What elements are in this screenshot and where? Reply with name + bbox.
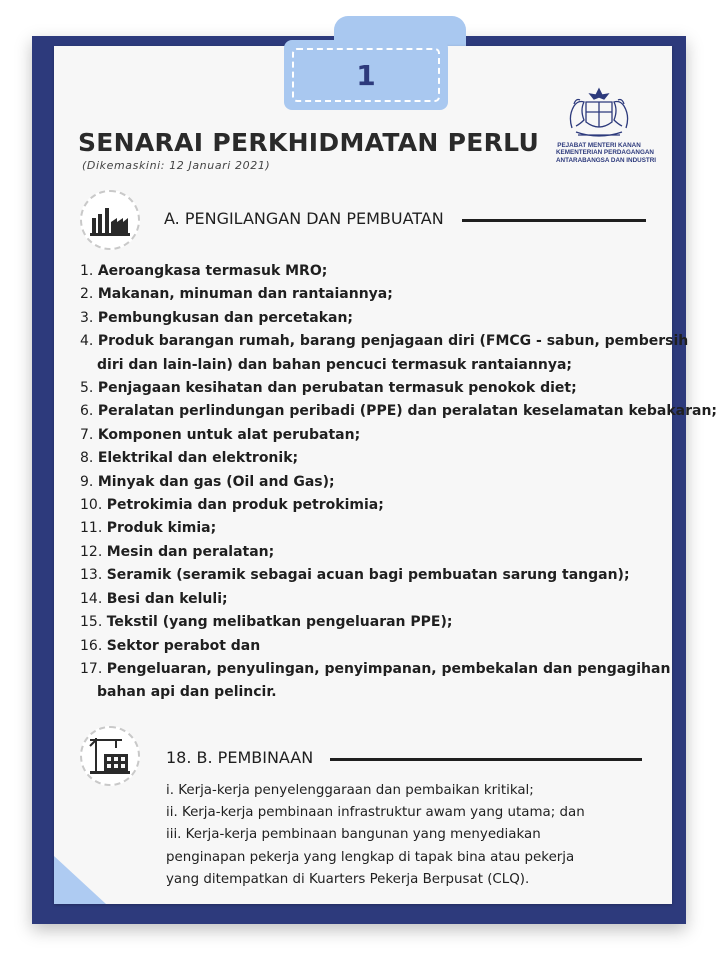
- item-number: 6.: [80, 403, 94, 420]
- list-item: [80, 260, 680, 283]
- list-item: [80, 400, 718, 423]
- list-item: [80, 658, 680, 681]
- section-a-badge: [80, 190, 140, 250]
- list-item: [80, 541, 680, 564]
- item-text: Komponen untuk alat perubatan;: [97, 426, 361, 443]
- item-text: Pengeluaran, penyulingan, penyimpanan, pembekalan dan pengagihan: [106, 660, 671, 677]
- page-number: 1: [356, 58, 376, 92]
- item-text: Pembungkusan dan percetakan;: [97, 309, 354, 326]
- item-number: 4.: [80, 333, 94, 350]
- page-title: SENARAI PERKHIDMATAN PERLU: [78, 128, 540, 157]
- item-text: Elektrikal dan elektronik;: [97, 450, 299, 467]
- item-text: Produk barangan rumah, barang penjagaan diri (FMCG - sabun, pembersih: [97, 333, 689, 350]
- item-number: 3.: [80, 309, 94, 326]
- page-number-tab: [284, 40, 448, 110]
- sub-item: yang ditempatkan di Kuarters Pekerja Berpusat (CLQ).: [166, 871, 530, 887]
- list-item: [80, 424, 680, 447]
- item-text: Seramik (seramik sebagai acuan bagi pembuatan sarung tangan);: [106, 567, 630, 584]
- logo-line-3: ANTARABANGSA DAN INDUSTRI: [556, 156, 657, 164]
- list-item: [80, 635, 680, 658]
- list-item: [80, 517, 680, 540]
- item-text: Petrokimia dan produk petrokimia;: [106, 497, 384, 514]
- section-b-rule: [330, 758, 642, 761]
- item-number: 12.: [80, 543, 103, 560]
- item-text: Produk kimia;: [106, 520, 217, 537]
- list-item: [80, 330, 689, 353]
- item-text-continued: bahan api dan pelincir.: [97, 684, 277, 701]
- item-number: 5.: [80, 380, 94, 397]
- item-number: 2.: [80, 286, 94, 303]
- coat-of-arms-icon: [564, 86, 634, 142]
- list-item: [80, 494, 680, 517]
- item-text: Peralatan perlindungan peribadi (PPE) dan peralatan keselamatan kebakaran;: [97, 403, 718, 420]
- item-number: 1.: [80, 263, 94, 279]
- item-number: 15.: [80, 614, 103, 631]
- item-text: Mesin dan peralatan;: [106, 543, 275, 560]
- logo-line-2: KEMENTERIAN PERDAGANGAN: [556, 149, 654, 157]
- section-b-heading: 18. B. PEMBINAAN: [166, 748, 314, 767]
- item-number: 11.: [80, 520, 103, 537]
- tab-dashed-border: [292, 48, 440, 102]
- item-number: 10.: [80, 497, 103, 514]
- list-item: [80, 471, 680, 494]
- list-item-continuation: [80, 354, 680, 377]
- factory-icon: [82, 192, 138, 248]
- item-number: 8.: [80, 450, 94, 467]
- list-item: [80, 307, 680, 330]
- item-number: 9.: [80, 473, 94, 490]
- item-text: Makanan, minuman dan rantaiannya;: [97, 286, 393, 303]
- list-item: [80, 611, 680, 634]
- item-text: Minyak dan gas (Oil and Gas);: [97, 473, 335, 490]
- item-text: Sektor perabot dan: [106, 637, 261, 654]
- logo-line-1: PEJABAT MENTERI KANAN: [557, 142, 641, 149]
- item-number: 7.: [80, 426, 94, 443]
- sub-item: i. Kerja-kerja penyelenggaraan dan pembaikan kritikal;: [166, 783, 534, 798]
- item-text: Penjagaan kesihatan dan perubatan termasuk penokok diet;: [97, 380, 577, 397]
- item-text: Besi dan keluli;: [106, 590, 228, 607]
- list-item-continuation: [80, 681, 680, 704]
- section-b-list: [166, 780, 636, 891]
- updated-date: (Dikemaskini: 12 Januari 2021): [82, 159, 271, 172]
- section-a-list: [80, 260, 718, 705]
- sub-item: iii. Kerja-kerja pembinaan bangunan yang menyediakan: [166, 827, 541, 843]
- ministry-logo: [556, 86, 657, 164]
- item-number: 13.: [80, 567, 103, 584]
- list-item: [80, 588, 680, 611]
- sub-item: ii. Kerja-kerja pembinaan infrastruktur awam yang utama; dan: [166, 805, 585, 821]
- item-number: 14.: [80, 590, 103, 607]
- item-text: Tekstil (yang melibatkan pengeluaran PPE);: [106, 614, 453, 631]
- sub-item: penginapan pekerja yang lengkap di tapak bina atau pekerja: [166, 849, 575, 865]
- list-item: [80, 564, 680, 587]
- section-b-badge: [80, 726, 140, 786]
- list-item: [80, 377, 680, 400]
- section-a-rule: [462, 219, 646, 222]
- construction-icon: [82, 728, 138, 784]
- list-item: [80, 447, 680, 470]
- logo-caption: [556, 142, 657, 164]
- list-item: [80, 283, 680, 306]
- section-a-heading: A. PENGILANGAN DAN PEMBUATAN: [164, 209, 444, 228]
- item-text: Aeroangkasa termasuk MRO;: [97, 263, 328, 279]
- item-number: 17.: [80, 660, 103, 677]
- item-number: 16.: [80, 637, 103, 654]
- item-text-continued: diri dan lain-lain) dan bahan pencuci termasuk rantaiannya;: [97, 356, 572, 373]
